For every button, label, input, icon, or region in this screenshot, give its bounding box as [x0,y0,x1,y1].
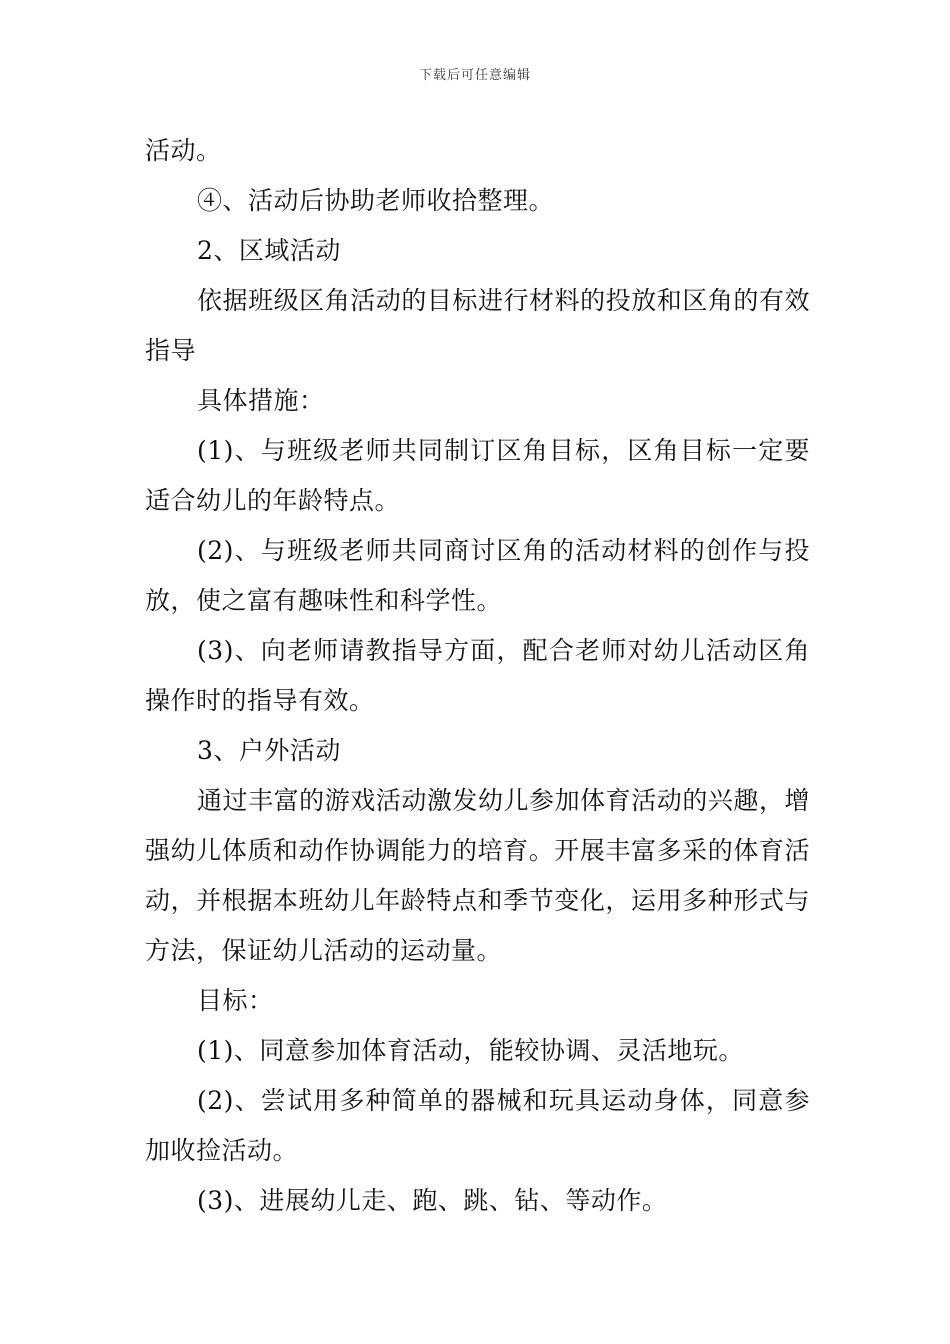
paragraph: 具体措施： [197,386,325,415]
paragraph: 依据班级区角活动的目标进行材料的投放和区角的有效指导 [145,286,810,365]
list-item: (1)、同意参加体育活动，能较协调、灵活地玩。 [197,1036,744,1065]
paragraph: ④、活动后协助老师收拾整理。 [197,186,555,215]
paragraph: 活动。 [145,136,222,165]
document-body [145,126,810,1226]
list-item: (3)、进展幼儿走、跑、跳、钻、等动作。 [197,1186,668,1215]
paragraph: 通过丰富的游戏活动激发幼儿参加体育活动的兴趣，增强幼儿体质和动作协调能力的培育。开展丰富多采的体育活动，并根据本班幼儿年龄特点和季节变化，运用多种形式与方法，保证幼儿活动的运动量。 [145,786,810,965]
paragraph: 目标： [197,986,274,1015]
list-item: (2)、与班级老师共同商讨区角的活动材料的创作与投放，使之富有趣味性和科学性。 [145,536,810,615]
section-heading: 3、户外活动 [197,736,341,765]
list-item: (3)、向老师请教指导方面，配合老师对幼儿活动区角操作时的指导有效。 [145,636,810,715]
page-header: 下载后可任意编辑 [418,68,531,83]
section-heading: 2、区域活动 [197,236,341,265]
list-item: (1)、与班级老师共同制订区角目标，区角目标一定要适合幼儿的年龄特点。 [145,436,810,515]
list-item: (2)、尝试用多种简单的器械和玩具运动身体，同意参加收捡活动。 [145,1086,810,1165]
